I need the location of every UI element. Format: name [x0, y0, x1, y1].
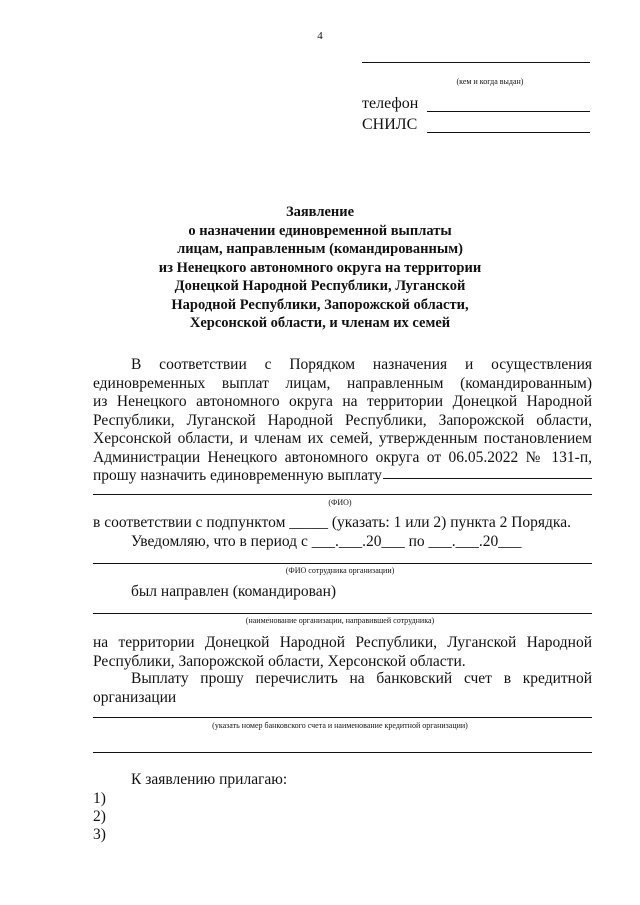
- title-line: Херсонской области, и членам их семей: [189, 315, 451, 331]
- snils-label: СНИЛС: [362, 116, 418, 133]
- territory-paragraph: [93, 634, 592, 671]
- bank-account-field[interactable]: [93, 717, 592, 718]
- intro-line: из Ненецкого автономного округа на территории Донецкой Народной: [93, 393, 592, 410]
- title-line: о назначении единовременной выплаты: [188, 222, 452, 239]
- document-title: [120, 203, 520, 333]
- attachment-item: 1): [93, 790, 106, 807]
- period-line: Уведомляю, что в период с ___.___.20___ по ___.___.20___: [131, 533, 522, 550]
- phone-field[interactable]: [427, 111, 590, 112]
- intro-line: единовременных выплат лицам, направленным (командированным): [93, 374, 592, 392]
- employee-caption: (ФИО сотрудника организации): [285, 566, 395, 575]
- territory-line: Республики, Запорожской области, Херсонской области.: [93, 652, 466, 670]
- title-line: Народной Республики, Запорожской области,: [171, 296, 469, 313]
- payment-line: Выплату прошу перечислить на банковский счет в кредитной: [131, 670, 592, 687]
- fio-field[interactable]: [93, 494, 592, 495]
- intro-line: Администрации Ненецкого автономного округа от 06.05.2022 № 131-п,: [93, 448, 592, 466]
- organization-caption: (наименование организации, направившей сотрудника): [245, 616, 435, 625]
- attachment-item: 2): [93, 808, 106, 825]
- issued-by-line[interactable]: [362, 62, 590, 63]
- intro-line: В соответствии с Порядком назначения и осуществления: [131, 356, 592, 373]
- intro-line: Херсонской области, и членам их семей, утвержденным постановлением: [93, 430, 592, 447]
- attachments-label: К заявлению прилагаю:: [131, 771, 288, 788]
- issued-by-caption: (кем и когда выдан): [456, 77, 524, 86]
- title-line: Заявление: [285, 204, 355, 220]
- organization-field[interactable]: [93, 613, 592, 614]
- intro-paragraph: [93, 356, 592, 486]
- bank-account-field-2[interactable]: [93, 752, 592, 753]
- title-line: из Ненецкого автономного округа на территории: [158, 259, 482, 276]
- intro-line: прошу назначить единовременную выплату: [93, 467, 382, 484]
- fio-caption: (ФИО): [328, 498, 352, 507]
- intro-line: Республики, Луганской Народной Республики, Запорожской области,: [93, 411, 592, 429]
- attachment-item: 3): [93, 826, 106, 843]
- sent-label: был направлен (командирован): [131, 583, 337, 600]
- phone-label: телефон: [362, 95, 419, 112]
- employee-field[interactable]: [93, 563, 592, 564]
- title-line: Донецкой Народной Республики, Луганской: [174, 278, 466, 294]
- snils-field[interactable]: [427, 132, 590, 133]
- territory-line: на территории Донецкой Народной Республики, Луганской Народной: [93, 634, 592, 651]
- bank-account-caption: (указать номер банковского счета и наименование кредитной организации): [212, 721, 468, 730]
- payment-paragraph: [93, 670, 592, 707]
- payment-line: организации: [93, 688, 177, 706]
- title-line: лицам, направленным (командированным): [177, 241, 463, 257]
- payment-recipient-field[interactable]: [383, 478, 592, 479]
- page-number: 4: [317, 30, 323, 42]
- subclause-line: в соответствии с подпунктом _____ (указать: 1 или 2) пункта 2 Порядка.: [93, 514, 571, 531]
